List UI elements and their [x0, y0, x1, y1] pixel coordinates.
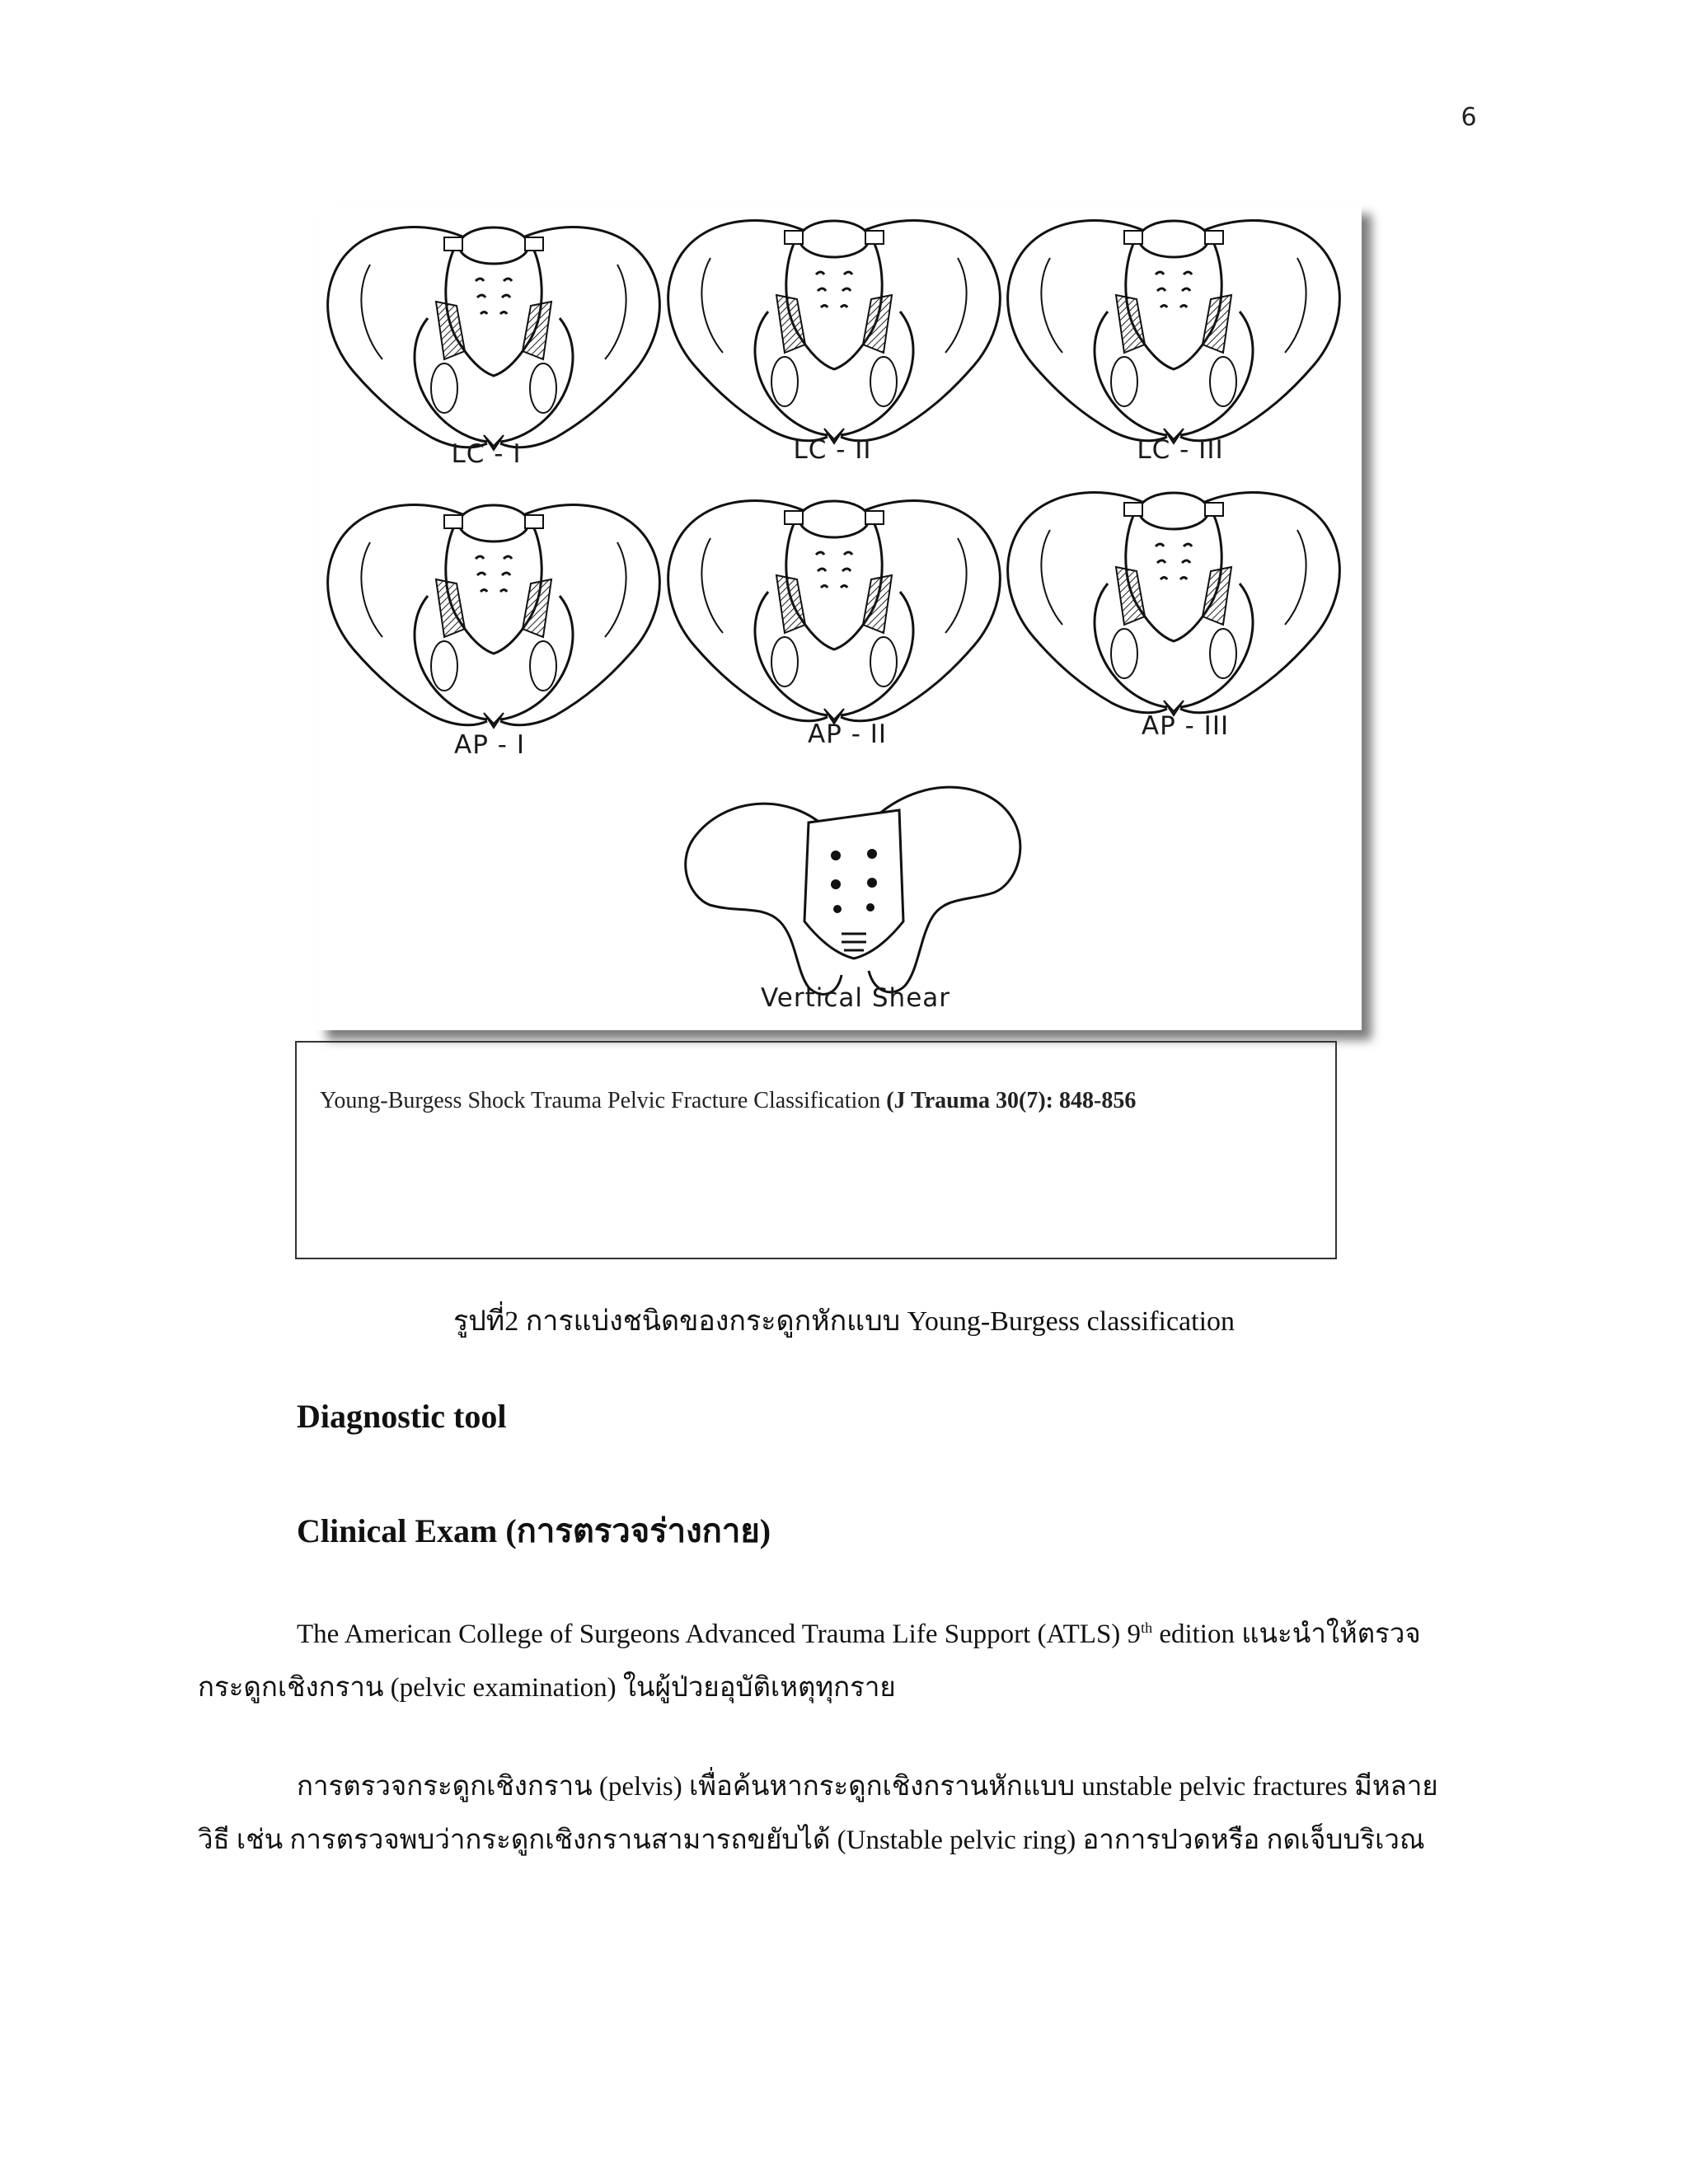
paragraph2-line1: การตรวจกระดูกเชิงกราน (pelvis) เพื่อค้นหากระดูกเชิงกรานหักแบบ unstable pelvic fractures มีหลาย [297, 1772, 1438, 1802]
pelvis-ap2-drawing [668, 501, 1001, 724]
label-ap-2: AP - II [807, 719, 888, 749]
paragraph1-line2: กระดูกเชิงกราน (pelvic examination) ในผู้ป่วยอุบัติเหตุทุกราย [198, 1673, 896, 1703]
pelvis-lc1-drawing [328, 227, 660, 450]
pelvis-lc2-drawing [668, 221, 1001, 443]
paragraph1-line1 [297, 1611, 1421, 1655]
pelvis-lc3-drawing [1008, 221, 1340, 443]
paragraph1-line1-end: edition แนะนำให้ตรวจ [1152, 1619, 1421, 1649]
paragraph1-superscript: th [1141, 1619, 1153, 1636]
paragraph2-line2: วิธี เช่น การตรวจพบว่ากระดูกเชิงกรานสามารถขยับได้ (Unstable pelvic ring) อาการปวดหรือ กดเจ็บบริเวณ [198, 1825, 1425, 1855]
figure-caption: รูปที่2 การแบ่งชนิดของกระดูกหักแบบ Young-Burgess classification [452, 1306, 1236, 1337]
page-number: 6 [1461, 103, 1477, 132]
pelvis-illustrations [316, 204, 1362, 1030]
pelvis-ap3-drawing [1008, 493, 1340, 715]
citation-text [320, 1088, 1136, 1114]
label-lc-1: LC - I [451, 439, 522, 469]
pelvic-fracture-figure [316, 204, 1362, 1030]
label-lc-3: LC - III [1137, 435, 1224, 465]
heading-clinical-exam: Clinical Exam (การตรวจร่างกาย) [297, 1512, 771, 1549]
heading-diagnostic-tool: Diagnostic tool [297, 1398, 507, 1435]
pelvis-vertical-shear-drawing [686, 787, 1020, 994]
label-ap-1: AP - I [454, 730, 525, 760]
citation-title: Young-Burgess Shock Trauma Pelvic Fracture Classification [320, 1088, 887, 1113]
citation-box [295, 1041, 1337, 1259]
label-ap-3: AP - III [1141, 711, 1230, 741]
citation-reference: (J Trauma 30(7): 848-856 [886, 1088, 1137, 1113]
paragraph1-line1-start: The American College of Surgeons Advanced Trauma Life Support (ATLS) 9 [297, 1619, 1142, 1649]
label-vertical-shear: Vertical Shear [760, 983, 951, 1013]
pelvis-ap1-drawing [328, 505, 660, 728]
label-lc-2: LC - II [793, 435, 872, 465]
